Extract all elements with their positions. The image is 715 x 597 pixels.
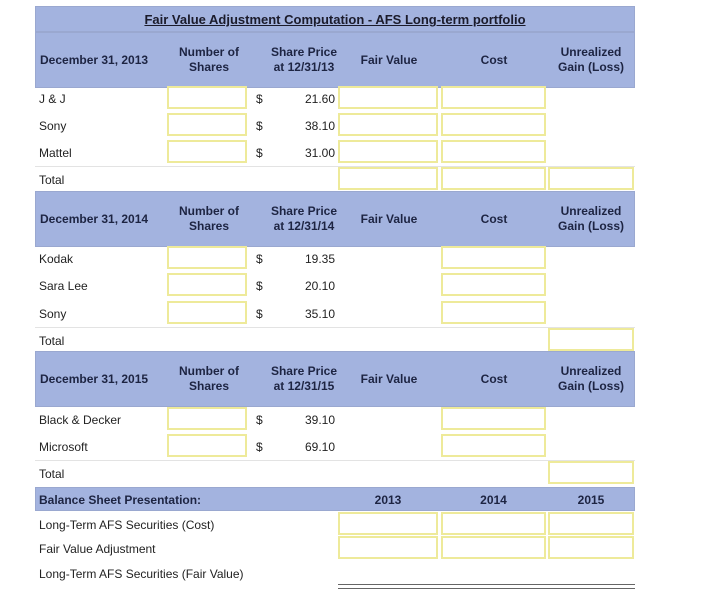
cost-input[interactable]	[441, 273, 546, 296]
row-label: J & J	[39, 92, 66, 106]
year-2015: 2015	[577, 493, 605, 507]
shares-header: Number of Shares	[179, 45, 239, 74]
cost-header: Cost	[480, 371, 508, 386]
dollar-sign: $	[256, 440, 263, 454]
unrealized-input[interactable]	[548, 167, 634, 190]
unrealized-header: Unrealized Gain (Loss)	[557, 45, 624, 74]
cost-input[interactable]	[441, 86, 546, 109]
fair-value-input[interactable]	[338, 86, 438, 109]
fair-value-input[interactable]	[338, 140, 438, 163]
total-label: Total	[39, 334, 65, 348]
dollar-sign: $	[256, 119, 263, 133]
row-label: Sony	[39, 307, 67, 321]
shares-input[interactable]	[167, 301, 247, 324]
total-fair-value-input[interactable]	[338, 167, 438, 190]
unrealized-input[interactable]	[548, 461, 634, 484]
section-header-2015	[35, 351, 635, 407]
total-label: Total	[39, 467, 65, 481]
price-value: 39.10	[304, 413, 335, 427]
dollar-sign: $	[256, 279, 263, 293]
bs-fva-2013-input[interactable]	[338, 536, 438, 559]
period-label: December 31, 2015	[40, 371, 149, 386]
fair-value-header: Fair Value	[360, 211, 418, 226]
cost-input[interactable]	[441, 301, 546, 324]
price-value: 35.10	[304, 307, 335, 321]
balance-sheet-heading: Balance Sheet Presentation:	[39, 493, 202, 507]
price-header: Share Price at 12/31/13	[270, 45, 338, 74]
page-title: Fair Value Adjustment Computation - AFS Long-term portfolio	[144, 12, 526, 27]
shares-header: Number of Shares	[179, 204, 239, 233]
period-label: December 31, 2013	[40, 52, 149, 67]
price-value: 38.10	[304, 119, 335, 133]
price-value: 31.00	[304, 146, 335, 160]
unrealized-header: Unrealized Gain (Loss)	[557, 204, 624, 233]
year-2013: 2013	[374, 493, 402, 507]
row-label: Sara Lee	[39, 279, 88, 293]
bs-cost-2015-input[interactable]	[548, 512, 634, 535]
row-label: Black & Decker	[39, 413, 122, 427]
divider	[35, 460, 635, 461]
fair-value-input[interactable]	[338, 113, 438, 136]
period-label: December 31, 2014	[40, 211, 149, 226]
total-label: Total	[39, 173, 65, 187]
total-cost-input[interactable]	[441, 167, 546, 190]
double-underline	[338, 584, 635, 589]
price-header: Share Price at 12/31/15	[270, 364, 338, 393]
bs-fva-2014-input[interactable]	[441, 536, 546, 559]
bs-row-label: Long-Term AFS Securities (Fair Value)	[39, 567, 244, 581]
title-bar	[35, 6, 635, 32]
bs-fva-2015-input[interactable]	[548, 536, 634, 559]
bs-row-label: Long-Term AFS Securities (Cost)	[39, 518, 215, 532]
cost-header: Cost	[480, 211, 508, 226]
shares-input[interactable]	[167, 140, 247, 163]
shares-input[interactable]	[167, 434, 247, 457]
row-label: Microsoft	[39, 440, 88, 454]
dollar-sign: $	[256, 92, 263, 106]
balance-sheet-header	[35, 487, 635, 511]
price-value: 69.10	[304, 440, 335, 454]
unrealized-header: Unrealized Gain (Loss)	[557, 364, 624, 393]
dollar-sign: $	[256, 146, 263, 160]
section-header-2014	[35, 191, 635, 247]
shares-input[interactable]	[167, 86, 247, 109]
section-header-2013	[35, 32, 635, 88]
shares-input[interactable]	[167, 113, 247, 136]
price-value: 20.10	[304, 279, 335, 293]
fair-value-header: Fair Value	[360, 52, 418, 67]
price-value: 21.60	[304, 92, 335, 106]
cost-input[interactable]	[441, 140, 546, 163]
bs-cost-2014-input[interactable]	[441, 512, 546, 535]
row-label: Mattel	[39, 146, 72, 160]
row-label: Sony	[39, 119, 67, 133]
cost-input[interactable]	[441, 246, 546, 269]
dollar-sign: $	[256, 307, 263, 321]
cost-input[interactable]	[441, 113, 546, 136]
cost-header: Cost	[480, 52, 508, 67]
divider	[35, 327, 635, 328]
fair-value-header: Fair Value	[360, 371, 418, 386]
shares-header: Number of Shares	[179, 364, 239, 393]
cost-input[interactable]	[441, 407, 546, 430]
price-header: Share Price at 12/31/14	[270, 204, 338, 233]
dollar-sign: $	[256, 252, 263, 266]
bs-cost-2013-input[interactable]	[338, 512, 438, 535]
shares-input[interactable]	[167, 273, 247, 296]
unrealized-input[interactable]	[548, 328, 634, 351]
shares-input[interactable]	[167, 246, 247, 269]
price-value: 19.35	[304, 252, 335, 266]
dollar-sign: $	[256, 413, 263, 427]
cost-input[interactable]	[441, 434, 546, 457]
year-2014: 2014	[480, 493, 507, 507]
row-label: Kodak	[39, 252, 74, 266]
bs-row-label: Fair Value Adjustment	[39, 542, 156, 556]
shares-input[interactable]	[167, 407, 247, 430]
